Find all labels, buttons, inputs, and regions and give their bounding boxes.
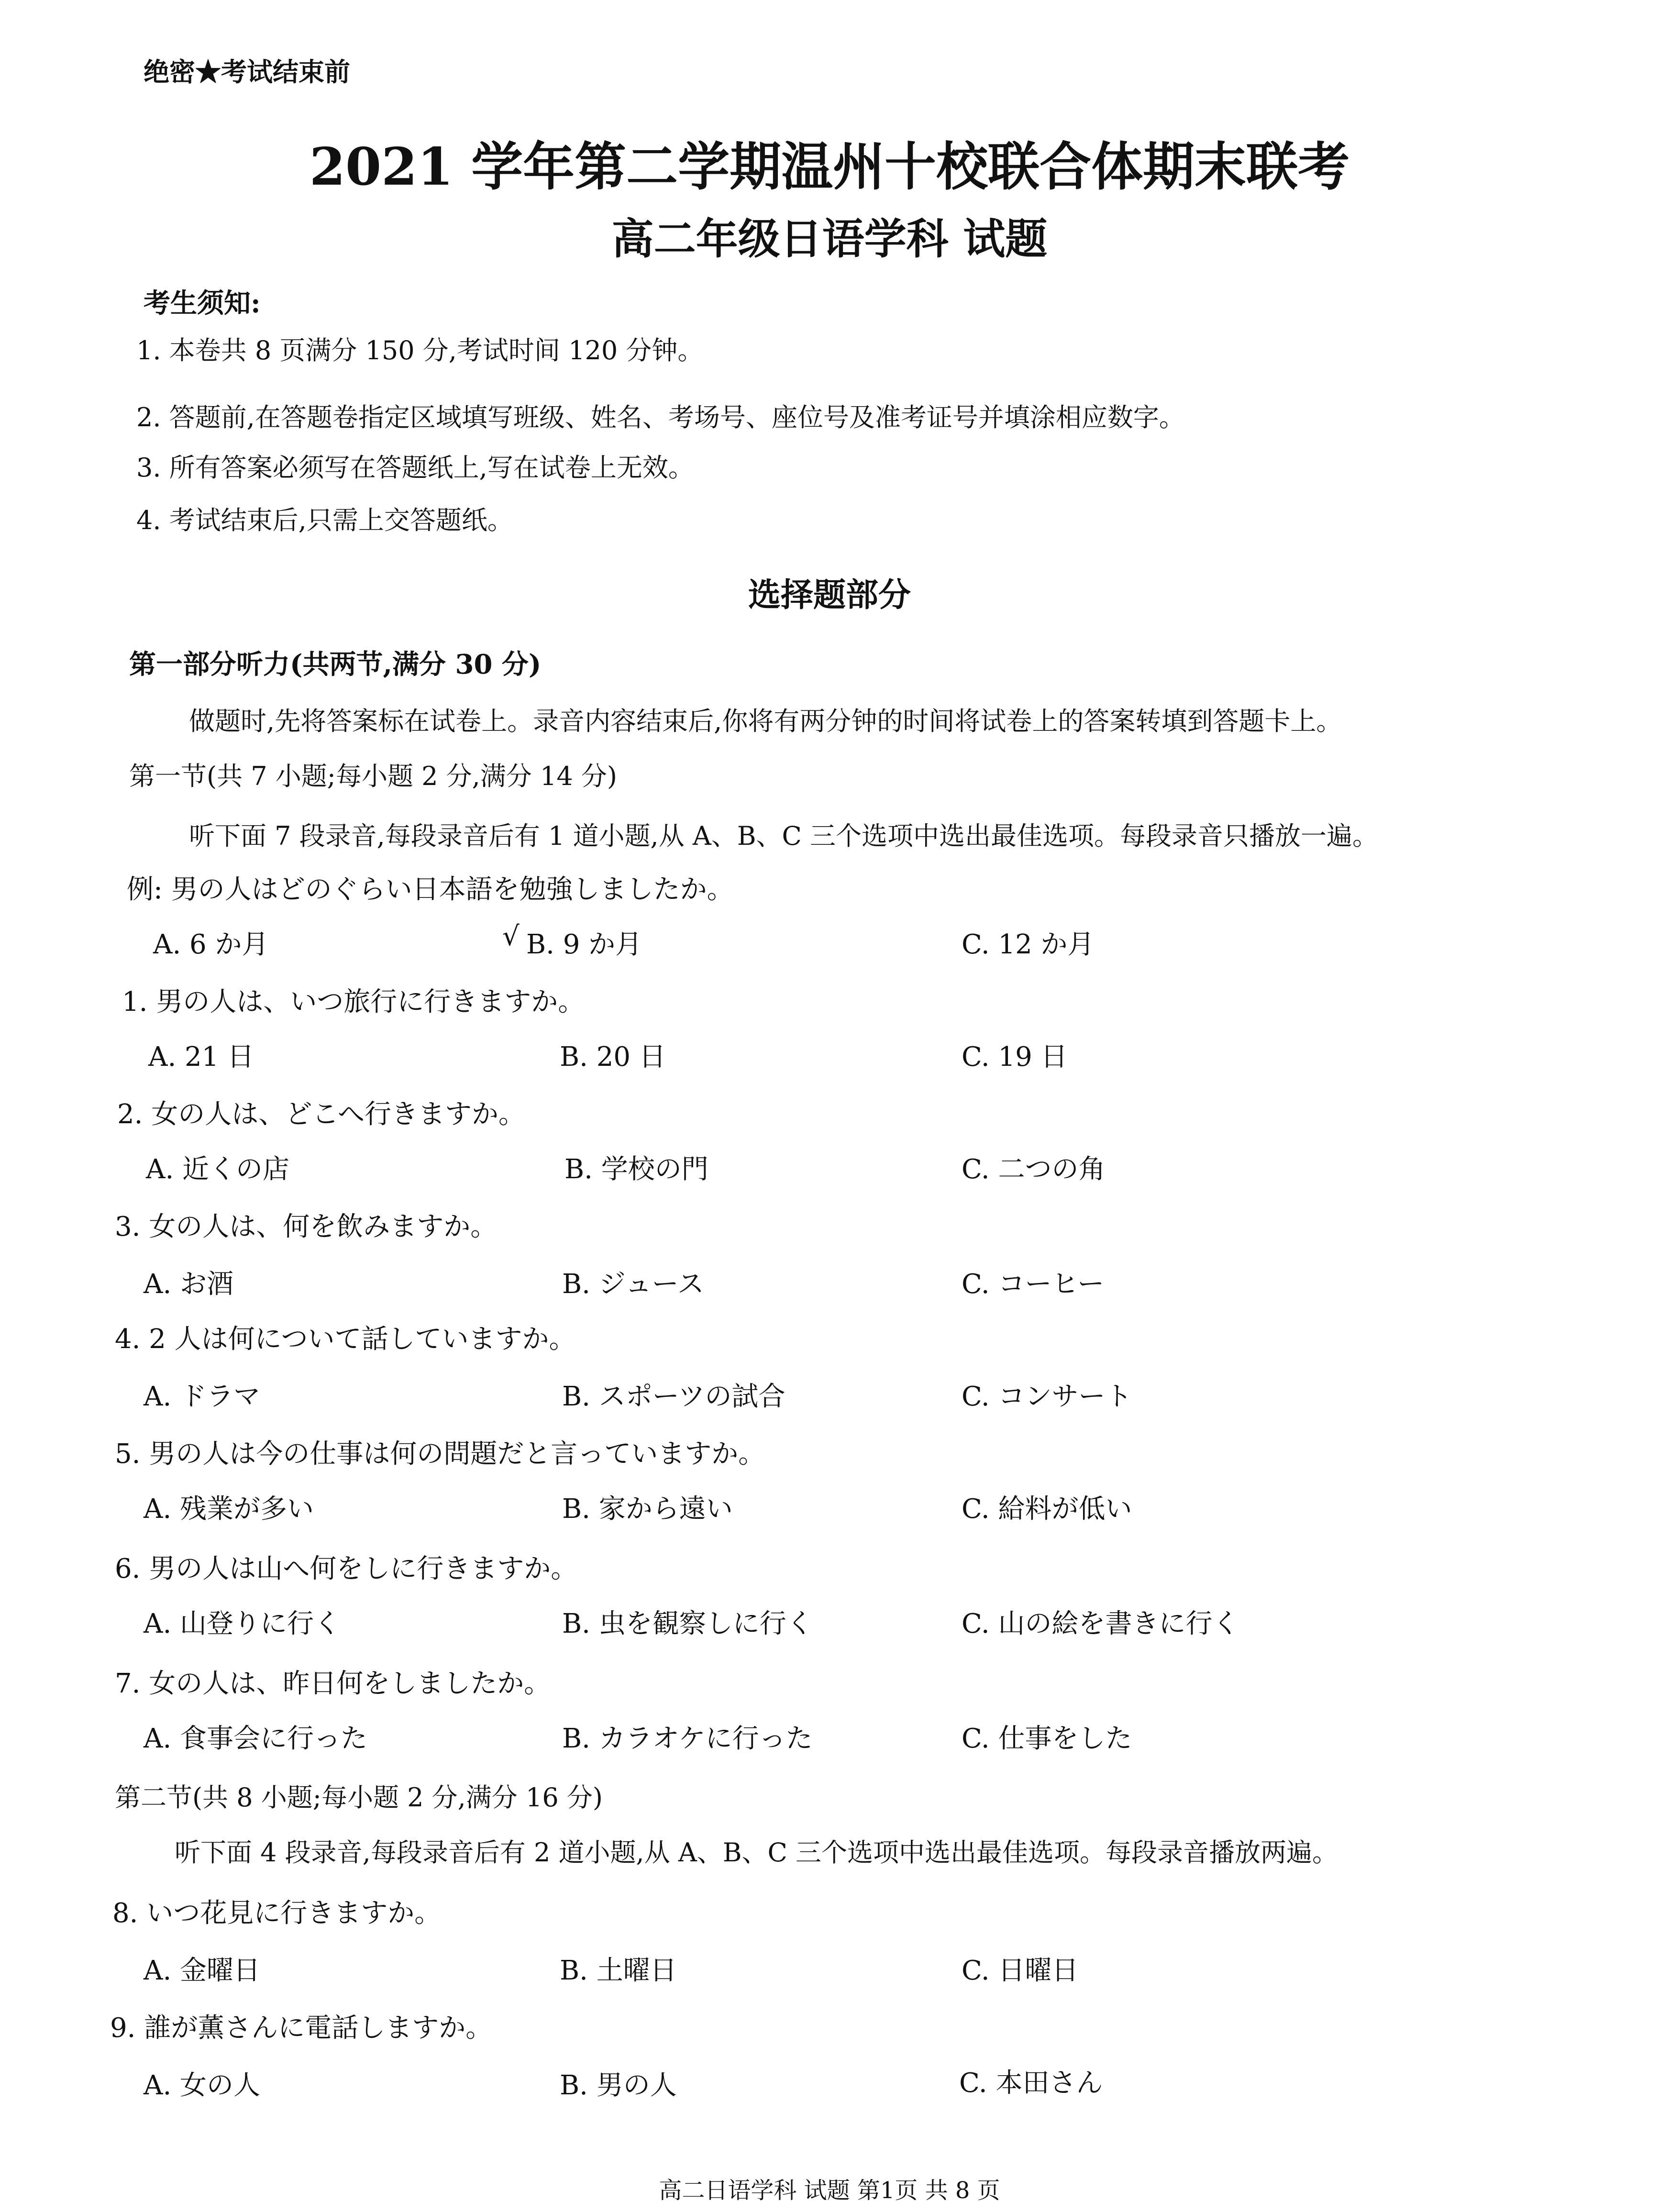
- check-mark-icon: √: [502, 921, 520, 952]
- example-option-a: A. 6 か月: [153, 929, 269, 960]
- section-1-title: 第一节(共 7 小题;每小题 2 分,满分 14 分): [129, 761, 617, 791]
- option-b: B. 家から遠い: [562, 1493, 733, 1525]
- exam-subtitle: 高二年级日语学科 试题: [611, 214, 1048, 264]
- exam-title: 2021 学年第二学期温州十校联合体期末联考: [309, 137, 1350, 197]
- question: 4. 2 人は何について話していますか。: [115, 1324, 576, 1355]
- option-b: B. 土曜日: [560, 1955, 677, 1986]
- question: 8. いつ花見に行きますか。: [112, 1898, 442, 1929]
- example-option-b: B. 9 か月: [526, 929, 642, 960]
- notice-heading: 考生须知:: [144, 288, 261, 319]
- option-a: A. 近くの店: [146, 1154, 290, 1185]
- question: 2. 女の人は、どこへ行きますか。: [117, 1099, 525, 1130]
- option-b: B. 男の人: [560, 2070, 677, 2101]
- question: 6. 男の人は山へ何をしに行きますか。: [115, 1553, 578, 1584]
- notice-item: 3. 所有答案必须写在答题纸上,写在试卷上无效。: [136, 453, 694, 483]
- option-a: A. 21 日: [148, 1041, 254, 1073]
- option-c: C. 仕事をした: [962, 1723, 1132, 1754]
- question: 5. 男の人は今の仕事は何の問題だと言っていますか。: [115, 1438, 765, 1470]
- option-a: A. お酒: [144, 1269, 234, 1300]
- notice-item: 2. 答题前,在答题卷指定区域填写班级、姓名、考场号、座位号及准考证号并填涂相应数字。: [136, 402, 1185, 432]
- section-1-instruction: 听下面 7 段录音,每段录音后有 1 道小题,从 A、B、C 三个选项中选出最佳选项。每段录音只播放一遍。: [189, 821, 1379, 851]
- option-c: C. 日曜日: [962, 1955, 1079, 1986]
- question: 9. 誰が薫さんに電話しますか。: [110, 2013, 493, 2044]
- option-b: B. ジュース: [562, 1269, 704, 1300]
- option-b: B. カラオケに行った: [562, 1723, 813, 1754]
- option-b: B. 20 日: [560, 1041, 666, 1073]
- option-c: C. 二つの角: [962, 1154, 1106, 1185]
- option-a: A. ドラマ: [144, 1381, 261, 1412]
- section-2-instruction: 听下面 4 段录音,每段录音后有 2 道小题,从 A、B、C 三个选项中选出最佳选项。每段录音播放两遍。: [175, 1837, 1338, 1868]
- part-title: 第一部分听力(共两节,满分 30 分): [129, 649, 542, 680]
- page-footer: 高二日语学科 试题 第1页 共 8 页: [659, 2177, 1000, 2204]
- option-a: A. 山登りに行く: [144, 1608, 341, 1639]
- option-c: C. 山の絵を書きに行く: [962, 1608, 1239, 1639]
- part-instruction: 做题时,先将答案标在试卷上。录音内容结束后,你将有两分钟的时间将试卷上的答案转填到答题卡上。: [189, 706, 1342, 736]
- option-a: A. 残業が多い: [144, 1493, 314, 1525]
- question: 3. 女の人は、何を飲みますか。: [115, 1211, 498, 1242]
- option-a: A. 女の人: [144, 2070, 261, 2101]
- notice-item: 1. 本卷共 8 页满分 150 分,考试时间 120 分钟。: [136, 335, 704, 365]
- option-c: C. コーヒー: [962, 1269, 1105, 1300]
- question: 7. 女の人は、昨日何をしましたか。: [115, 1668, 551, 1699]
- example-option-c: C. 12 か月: [962, 929, 1095, 960]
- example-question: 例: 男の人はどのぐらい日本語を勉強しましたか。: [127, 874, 734, 905]
- option-a: A. 金曜日: [144, 1955, 261, 1986]
- section-2-title: 第二节(共 8 小题;每小题 2 分,满分 16 分): [115, 1782, 603, 1813]
- notice-item: 4. 考试结束后,只需上交答题纸。: [136, 505, 513, 535]
- question: 1. 男の人は、いつ旅行に行きますか。: [122, 986, 585, 1018]
- option-c: C. 給料が低い: [962, 1493, 1132, 1525]
- option-c: C. 本田さん: [959, 2068, 1103, 2099]
- option-c: C. コンサート: [962, 1381, 1132, 1412]
- option-c: C. 19 日: [962, 1041, 1068, 1073]
- option-b: B. 虫を観察しに行く: [562, 1608, 813, 1639]
- option-b: B. 学校の門: [564, 1154, 708, 1185]
- confidential-mark: 绝密★考试结束前: [144, 56, 350, 87]
- option-a: A. 食事会に行った: [144, 1723, 368, 1754]
- option-b: B. スポーツの試合: [562, 1381, 785, 1412]
- section-title: 选择题部分: [748, 576, 911, 614]
